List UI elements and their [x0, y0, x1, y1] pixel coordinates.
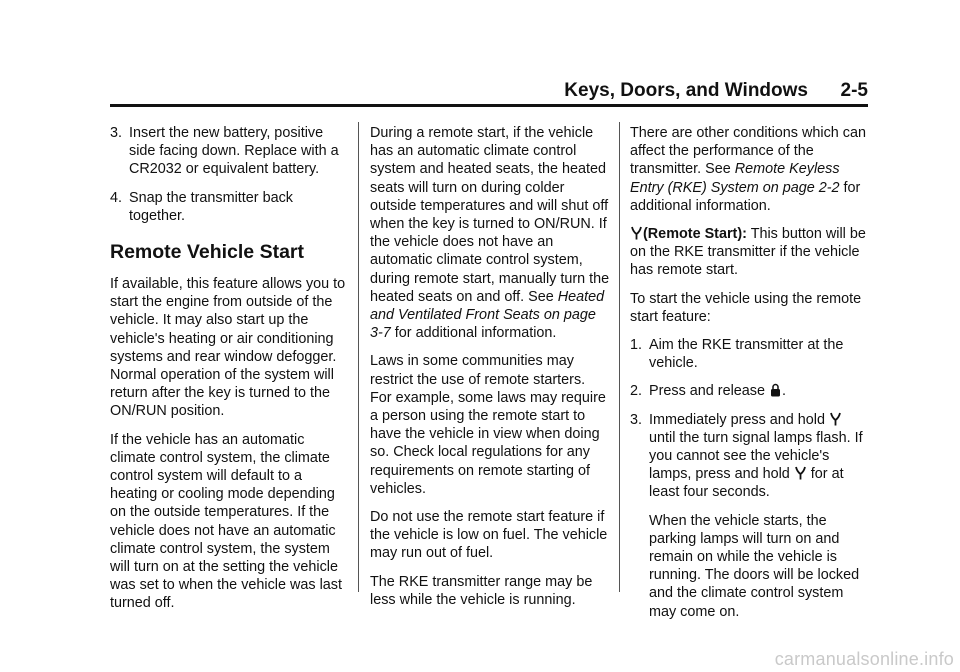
- list-item: [630, 336, 870, 372]
- cross-reference-link[interactable]: Heated and Ventilated Front Seats on page 3-7: [370, 288, 605, 342]
- step-text: Press and release: [649, 383, 769, 400]
- list-item: [630, 411, 870, 621]
- step-text: Immediately press and hold: [649, 411, 829, 428]
- remote-start-icon: [830, 412, 841, 426]
- column-right: [630, 124, 870, 631]
- paragraph-text: for additional information.: [630, 179, 861, 214]
- paragraph: If available, this feature allows you to start the engine from outside of the vehicle. It may also start up the vehicle's heating or air conditioning systems and rear window defogger. Normal operation of the system will return after the key is turned to the ON/RUN position.: [110, 276, 346, 420]
- list-item: 2. Press and release .: [630, 383, 786, 400]
- paragraph: If the vehicle has an automatic climate control system, the climate control system will default to a heating or cooling mode depending on the outside temperatures. If the vehicle does not have an automatic climate control system, the system will turn on at the setting the vehicle was set to when the vehicle was last turned off.: [110, 431, 342, 612]
- step-subparagraph: When the vehicle starts, the parking lamps will turn on and remain on while the vehicle is running. The doors will be locked and the climate control system may come on.: [649, 512, 860, 620]
- watermark-text: carmanualsonline.info: [774, 649, 954, 669]
- paragraph-text: This button will be on the RKE transmitter if the vehicle has remote start.: [630, 226, 866, 279]
- remote-start-icon: [631, 226, 642, 240]
- paragraph-text: During a remote start, if the vehicle has an automatic climate control system and heated seats, the heated seats will turn on during colder outside temperatures and will shut off when the key is turned to ON/RUN. If the vehicle does not have an automatic climate control system, during remote start, manually turn the heated seats on and off. See: [370, 125, 610, 305]
- button-label: (Remote Start):: [643, 226, 747, 243]
- column-divider: [619, 122, 620, 592]
- paragraph: [630, 124, 870, 215]
- step-text: until the turn signal lamps flash. If you cannot see the vehicle's lamps, press and hold: [649, 429, 863, 483]
- list-item: [110, 189, 350, 225]
- paragraph: [630, 225, 870, 280]
- step-number: 4.: [110, 189, 123, 206]
- paragraph: Do not use the remote start feature if the vehicle is low on fuel. The vehicle may run out of fuel.: [370, 509, 608, 562]
- remote-start-icon: [795, 466, 806, 480]
- step-number: 2.: [630, 383, 643, 400]
- column-divider: [358, 122, 359, 592]
- paragraph: The RKE transmitter range may be less while the vehicle is running.: [370, 573, 593, 608]
- list-item: [110, 124, 350, 179]
- column-middle: [370, 124, 610, 619]
- step-number: 3.: [630, 411, 643, 428]
- step-text: Snap the transmitter back together.: [129, 189, 293, 224]
- step-number: 1.: [630, 337, 643, 354]
- step-text: for at least four seconds.: [649, 466, 844, 501]
- lock-icon: [770, 383, 781, 397]
- paragraph: Laws in some communities may restrict the use of remote starters. For example, some laws may require a person using the remote start to have the vehicle in view when doing so. Check local regulations for any requirements on remote starting of vehicles.: [370, 353, 606, 497]
- paragraph: To start the vehicle using the remote start feature:: [630, 290, 862, 325]
- header-rule: [110, 104, 868, 107]
- cross-reference-link[interactable]: Remote Keyless Entry (RKE) System on page 2-2: [630, 161, 840, 196]
- page-header: [110, 80, 868, 102]
- paragraph-text: There are other conditions which can affect the performance of the transmitter. See: [630, 125, 866, 178]
- paragraph: [370, 124, 610, 342]
- step-text: Aim the RKE transmitter at the vehicle.: [649, 337, 844, 372]
- step-text: Insert the new battery, positive side facing down. Replace with a CR2032 or equivalent battery.: [129, 125, 339, 178]
- column-left: [110, 124, 350, 623]
- page-number: 2-5: [840, 80, 868, 101]
- step-number: 3.: [110, 125, 123, 141]
- section-title: Keys, Doors, and Windows: [564, 80, 808, 101]
- paragraph-text: for additional information.: [390, 325, 557, 342]
- section-heading: Remote Vehicle Start: [110, 241, 304, 264]
